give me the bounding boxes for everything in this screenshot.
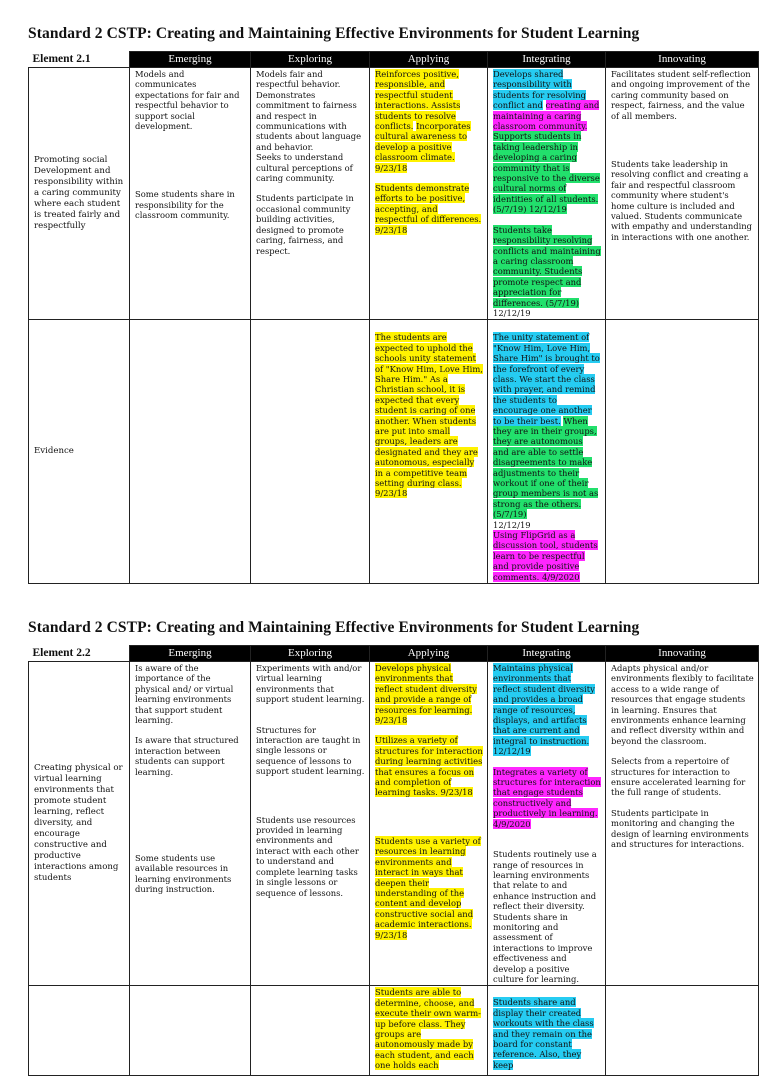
highlighted-text: Maintains physical environments that reflect student diversity and provides a broad range of resources, displays, and artifacts that are current and integral to instruction. 12/12/19 [493, 663, 595, 757]
header-applying: Applying [370, 52, 488, 68]
row-label: Creating physical or virtual learning environments that promote student learning, reflect diversity, and encourage constructive and productive interactions among students [29, 662, 130, 986]
cell-text: Is aware of the importance of the physical and/ or virtual learning environments that support student learning. [135, 663, 234, 726]
cell-text: Students use resources provided in learning environments and interact with each other to understand and complete learning tasks in single lessons or sequence of lessons. [256, 814, 359, 898]
highlighted-text: When they are in their groups, they are autonomous and are able to settle disagreements to make adjustments to their workout if one of their group members is not as strong as the others. (5/7/19) [493, 415, 599, 520]
highlighted-text: Students share and display their created workouts with the class and they remain on the board for constant reference. Also, they keep [493, 997, 594, 1070]
cell-text: Structures for interaction are taught in single lessons or sequence of lessons to support student learning. [256, 724, 365, 777]
header-exploring: Exploring [251, 52, 370, 68]
cell-text: Experiments with and/or virtual learning environments that support student learning. [256, 663, 365, 705]
highlighted-text: Students are able to determine, choose, and execute their own warm-up before class. They groups are autonomously made by each student, and each one holds each [375, 987, 481, 1071]
cell-emerging [130, 986, 251, 1076]
cell-text: Is aware that structured interaction between students can support learning. [135, 735, 239, 777]
cell-exploring [251, 68, 370, 320]
highlighted-text: Integrates a variety of structures for interaction that engage students constructively and productively in learning. 4/9/2020 [493, 766, 601, 829]
row-label-evidence: Evidence [29, 320, 130, 584]
header-integrating: Integrating [488, 646, 606, 662]
cell-text: Students participate in monitoring and changing the design of learning environments and structures for interactions. [611, 807, 749, 850]
element-label: Element 2.2 [29, 646, 130, 662]
highlighted-text: Students demonstrate efforts to be positive, accepting, and respectful of differences. 9/23/18 [375, 183, 482, 235]
header-emerging: Emerging [130, 646, 251, 662]
highlighted-text: Utilizes a variety of structures for interaction during learning activities that ensures a focus on and completion of learning tasks. 9/23/18 [375, 735, 483, 798]
cell-integrating [488, 320, 606, 584]
highlighted-text: The students are expected to uphold the schools unity statement of "Know Him, Love Him, Share Him." As a Christian school, it is expected that every student is caring of one another. When students are put into small groups, leaders are designated and they are autonomous, especially in a competitive team setting during class. 9/23/18 [375, 332, 483, 499]
cell-text: Adapts physical and/or environments flexibly to facilitate access to a wide range of resources that engage students in learning. Ensures that environments enhance learning and reflect diversity within and beyond the classroom. [611, 663, 754, 746]
table-row [29, 986, 759, 1076]
cell-emerging [130, 68, 251, 320]
table-row [29, 320, 759, 584]
cell-exploring [251, 662, 370, 986]
header-innovating: Innovating [606, 52, 759, 68]
table-header-row [29, 52, 759, 68]
cell-exploring [251, 320, 370, 584]
cell-text: Models and communicates expectations for fair and respectful behavior to support social development. [135, 69, 240, 132]
cell-innovating [606, 68, 759, 320]
row-label-evidence [29, 986, 130, 1076]
cell-text: Students take leadership in resolving conflict and creating a fair and respectful classroom community where student's home culture is included and valued. Students communicate with empathy and understanding in interactions with one another. [611, 159, 753, 242]
cell-text: Students participate in occasional community building activities, designed to promote caring, fairness, and respect. [256, 193, 354, 256]
highlighted-text: Incorporates cultural awareness to develop a positive classroom climate. 9/23/18 [375, 121, 471, 173]
cell-innovating [606, 986, 759, 1076]
header-emerging: Emerging [130, 52, 251, 68]
cell-applying [370, 68, 488, 320]
cell-emerging [130, 320, 251, 584]
table-header-row [29, 646, 759, 662]
highlighted-text: Reinforces positive, responsible, and respectful student interactions. Assists students to resolve conflicts. [375, 69, 461, 132]
highlighted-text: Develops shared responsibility with students for resolving conflict and [493, 69, 587, 111]
cell-text: Students routinely use a range of resources in learning environments that relate to and enhance instruction and reflect their diversity. Students share in monitoring and assessment of interactions to improve effectiveness and develop a positive culture for learning. [493, 849, 597, 984]
highlighted-text: creating and maintaining a caring classroom community. [493, 100, 600, 132]
cell-text: Models fair and respectful behavior. Demonstrates commitment to fairness and respect in communications with students about language and behavior. [256, 69, 362, 152]
section2-title: Standard 2 CSTP: Creating and Maintaining Effective Environments for Student Learning [28, 619, 640, 636]
cell-text: Some students share in responsibility for the classroom community. [135, 189, 235, 221]
element-2-2-table [28, 645, 759, 1076]
cell-text: Some students use available resources in learning environments during instruction. [135, 853, 232, 895]
header-exploring: Exploring [251, 646, 370, 662]
table-row [29, 662, 759, 986]
row-label: Promoting social Development and responsibility within a caring community where each student is treated fairly and respectfully [29, 68, 130, 320]
header-innovating: Innovating [606, 646, 759, 662]
cell-text: Facilitates student self-reflection and ongoing improvement of the caring community based on respect, fairness, and the value of all members. [611, 69, 751, 121]
cell-applying [370, 662, 488, 986]
cell-text: Selects from a repertoire of structures for interaction to ensure accelerated learning for the full range of students. [611, 756, 746, 798]
highlighted-text: Develops physical environments that reflect student diversity and provide a range of resources for learning. 9/23/18 [375, 663, 477, 726]
cell-integrating [488, 986, 606, 1076]
table-row [29, 68, 759, 320]
cell-exploring [251, 986, 370, 1076]
cell-innovating [606, 320, 759, 584]
highlighted-text: Students use a variety of resources in learning environments and interact in ways that deepen their understanding of the content and develop constructive social and academic interactions. 9/23/18 [375, 835, 481, 940]
cell-text: Seeks to understand cultural perceptions of caring community. [256, 152, 353, 184]
cell-integrating [488, 662, 606, 986]
cell-text: 12/12/19 [493, 519, 531, 530]
element-2-1-table [28, 51, 759, 584]
highlighted-text: (5/7/19) 12/12/19 [493, 204, 567, 215]
cell-applying [370, 986, 488, 1076]
header-applying: Applying [370, 646, 488, 662]
cell-applying [370, 320, 488, 584]
section1-title: Standard 2 CSTP: Creating and Maintaining Effective Environments for Student Learning [28, 25, 640, 42]
header-integrating: Integrating [488, 52, 606, 68]
cell-innovating [606, 662, 759, 986]
highlighted-text: Students take responsibility resolving conflicts and maintaining a caring classroom community. Students promote respect and appreciation for differences. (5/7/19) [493, 224, 601, 308]
highlighted-text: Using FlipGrid as a discussion tool, students learn to be respectful and provide positive comments. 4/9/2020 [493, 530, 598, 582]
cell-emerging [130, 662, 251, 986]
element-label: Element 2.1 [29, 52, 130, 68]
highlighted-text: The unity statement of "Know Him, Love Him, Share Him" is brought to the forefront of every class. We start the class with prayer, and remind the students to encourage one another to be their best. [493, 332, 600, 426]
cell-text: 12/12/19 [493, 307, 531, 318]
highlighted-text: Supports students in taking leadership in developing a caring community that is responsive to the diverse cultural norms of identities of all students. [493, 131, 600, 204]
cell-integrating [488, 68, 606, 320]
